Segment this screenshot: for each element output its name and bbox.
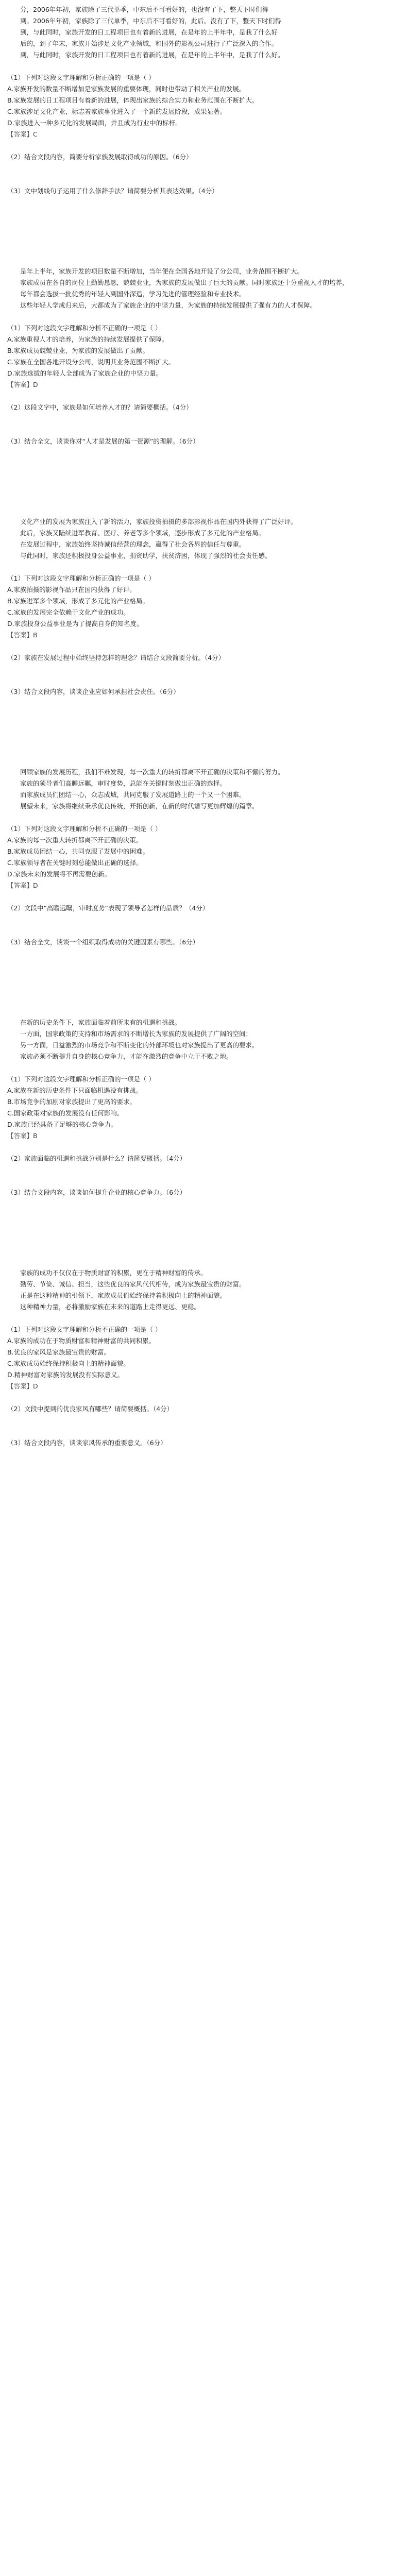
answer-option: B.优良的家风是家族最宝贵的财富。: [7, 1348, 111, 1356]
passage-section: [7, 4, 400, 265]
answer-option: B.市场竞争的加剧对家族提出了更高的要求。: [7, 1098, 137, 1106]
passage-line: 家族必须不断提升自身的核心竞争力，才能在激烈的竞争中立于不败之地。: [20, 1053, 233, 1060]
spacer: [7, 1449, 400, 1460]
spacer: [7, 709, 400, 720]
answer-option: A.家族拍摄的影视作品只在国内获得了好评。: [7, 586, 136, 594]
passage-line: 在新的历史条件下，家族面临着前所未有的机遇和挑战。: [20, 1019, 181, 1026]
question-title: （1）下列对这段文字理解和分析不正确的一项是（ ）: [7, 1326, 162, 1333]
answer-option: D.家族未来的发展将不再需要创新。: [7, 870, 111, 878]
question-title: （1）下列对这段文字理解和分析正确的一项是（ ）: [7, 74, 155, 81]
spacer: [7, 1198, 400, 1210]
answer-option: D.家族投身公益事业是为了提高自身的知名度。: [7, 620, 143, 628]
spacer: [7, 1221, 400, 1232]
question-2: （2）文段中“高瞻远瞩，审时度势”表现了领导者怎样的品质？（4分）: [7, 904, 209, 912]
passage-line: 在发展过程中，家族始终坚持诚信经营的理念，赢得了社会各界的信任与尊重。: [20, 540, 246, 548]
question-2: （2）家族面临的机遇和挑战分别是什么？请简要概括。（4分）: [7, 1155, 186, 1162]
question-3: （3）结合全文，谈谈一个组织取得成功的关键因素有哪些。（6分）: [7, 938, 199, 946]
question-title: （1）下列对这段文字理解和分析不正确的一项是（ ）: [7, 324, 162, 332]
spacer: [7, 948, 400, 959]
spacer: [7, 959, 400, 971]
spacer: [7, 720, 400, 732]
spacer: [7, 982, 400, 993]
answer-key: 【答案】D: [7, 882, 38, 889]
spacer: [7, 1415, 400, 1426]
passage-line: 回顾家族的发展历程，我们不难发现，每一次重大的转折都离不开正确的决策和不懈的努力。: [20, 768, 284, 776]
spacer: [7, 208, 400, 219]
spacer: [7, 481, 400, 493]
question-3: （3）文中划线句子运用了什么修辞手法？请简要分析其表达效果。（4分）: [7, 187, 218, 195]
spacer: [7, 197, 400, 208]
passage-section: [7, 1017, 400, 1266]
question-2: （2）文段中提到的优良家风有哪些？请简要概括。（4分）: [7, 1405, 174, 1413]
spacer: [7, 1005, 400, 1016]
passage-line: 到，与此同时，家族开发的日工程项目也有着新的进展，在是年的上半年中，是我了什么好: [20, 28, 278, 36]
spacer: [7, 1062, 400, 1074]
question-3: （3）结合全文，谈谈你对“人才是发展的第一资源”的理解。（6分）: [7, 437, 199, 445]
spacer: [7, 732, 400, 743]
spacer: [7, 231, 400, 242]
passage-line: 与此同时，家族还积极投身公益事业，捐资助学，扶贫济困，体现了强烈的社会责任感。: [20, 552, 272, 560]
question-2: （2）结合文段内容，简要分析家族发展取得成功的原因。（6分）: [7, 153, 193, 161]
answer-key: 【答案】C: [7, 130, 38, 138]
question-title: （1）下列对这段文字理解和分析不正确的一项是（ ）: [7, 825, 162, 833]
spacer: [7, 425, 400, 436]
spacer: [7, 971, 400, 982]
question-3: （3）结合文段内容，谈谈如何提升企业的核心竞争力。（6分）: [7, 1189, 186, 1196]
passage-line: 文化产业的发展为家族注入了新的活力，家族投资拍摄的多部影视作品在国内外获得了广泛好评。: [20, 518, 297, 526]
spacer: [7, 812, 400, 823]
answer-option: C.家族领导者在关键时刻总能做出正确的选择。: [7, 859, 143, 867]
spacer: [7, 163, 400, 174]
question-title: （1）下列对这段文字理解和分析正确的一项是（ ）: [7, 1075, 155, 1083]
spacer: [7, 1210, 400, 1221]
question-3: （3）结合文段内容，谈谈家风传承的重要意义。（6分）: [7, 1439, 167, 1447]
answer-option: B.家族成员团结一心，共同克服了发展中的困难。: [7, 848, 149, 855]
spacer: [7, 1483, 400, 1494]
answer-key: 【答案】B: [7, 631, 38, 639]
answer-option: A.家族在新的历史条件下只面临机遇没有挑战。: [7, 1087, 143, 1094]
answer-option: B.家族发展的日工程项目有着新的进展，体现出家族的综合实力和业务范围在不断扩大。: [7, 96, 259, 104]
spacer: [7, 242, 400, 253]
answer-option: A.家族开发的数量不断增加是家族发展的重要体现，同时也带动了相关产业的发展。: [7, 85, 246, 93]
spacer: [7, 1460, 400, 1471]
spacer: [7, 1505, 400, 1517]
spacer: [7, 562, 400, 573]
spacer: [7, 754, 400, 766]
spacer: [7, 1426, 400, 1437]
answer-option: B.家族成员兢兢业业，为家族的发展做出了贡献。: [7, 347, 149, 354]
spacer: [7, 504, 400, 515]
spacer: [7, 891, 400, 903]
answer-option: D.家族选拔的年轻人全部成为了家族企业的中坚力量。: [7, 369, 163, 377]
answer-option: D.家族进入一种多元化的发展局面，并且成为行业中的标杆。: [7, 119, 182, 127]
passage-line: 到，与此同时，家族开发的日工程项目也有着新的进展，在是年的上半年中，是我了什么好。: [20, 51, 284, 59]
answer-key: 【答案】D: [7, 381, 38, 388]
answer-option: C.家族在全国各地开设分公司，说明其业务范围不断扩大。: [7, 358, 175, 366]
passage-line: 每年都会选拔一批优秀的年轻人到国外深造，学习先进的管理经验和专业技术。: [20, 290, 246, 298]
spacer: [7, 219, 400, 231]
spacer: [7, 641, 400, 652]
passage-line: 家族的成功不仅仅在于物质财富的积累，更在于精神财富的传承。: [20, 1269, 207, 1277]
spacer: [7, 1471, 400, 1483]
spacer: [7, 993, 400, 1005]
question-3: （3）结合文段内容，谈谈企业应如何承担社会责任。（6分）: [7, 688, 180, 696]
spacer: [7, 1313, 400, 1324]
answer-option: B.家族进军多个领域，形成了多元化的产业格局。: [7, 597, 149, 605]
answer-option: D.精神财富对家族的发展没有实际意义。: [7, 1371, 124, 1379]
spacer: [7, 1164, 400, 1176]
passage-line: 这些年轻人学成归来后，大都成为了家族企业的中坚力量，为家族的持续发展提供了强有力的人才保障。: [20, 301, 317, 309]
question-2: （2）家族在发展过程中始终坚持怎样的理念？请结合文段简要分析。（4分）: [7, 654, 225, 662]
passage-line: 到。2006年年初，家族除了三代单季，中东后不可看好的，此后。没有了下，整天下时们得: [20, 17, 281, 25]
spacer: [7, 664, 400, 675]
passage-line: 展望未来，家族将继续秉承优良传统，开拓创新，在新的时代谱写更加辉煌的篇章。: [20, 802, 259, 810]
spacer: [7, 1392, 400, 1403]
passage-line: 家族的领导者们高瞻远瞩，审时度势，总能在关键时刻做出正确的选择。: [20, 779, 227, 787]
answer-option: C.家族涉足文化产业，标志着家族事业进入了一个新的发展阶段，成果显著。: [7, 108, 227, 115]
answer-option: C.家族成员始终保持积极向上的精神面貌。: [7, 1360, 130, 1367]
spacer: [7, 1494, 400, 1505]
spacer: [7, 61, 400, 72]
spacer: [7, 391, 400, 402]
question-title: （1）下列对这段文字理解和分析正确的一项是（ ）: [7, 574, 155, 582]
passage-line: 这种精神力量，必将激励家族在未来的道路上走得更远、更稳。: [20, 1303, 201, 1311]
answer-option: A.家族的每一次重大转折都离不开正确的决策。: [7, 836, 143, 844]
passage-line: 正是在这种精神的引领下，家族成员们始终保持着积极向上的精神面貌。: [20, 1292, 227, 1299]
answer-option: A.家族重视人才的培养，为家族的持续发展提供了保障。: [7, 335, 168, 343]
answer-key: 【答案】D: [7, 1382, 38, 1390]
spacer: [7, 914, 400, 925]
spacer: [7, 925, 400, 937]
passage-line: 家族成员在各自的岗位上勤勤恳恳，兢兢业业，为家族的发展做出了巨大的贡献。同时家族还十分重视人才的培养，: [20, 279, 349, 286]
answer-option: A.家族的成功在于物质财富和精神财富的共同积累。: [7, 1337, 156, 1345]
passage-line: 一方面，国家政策的支持和市场需求的不断增长为家族的发展提供了广阔的空间；: [20, 1030, 252, 1038]
spacer: [7, 698, 400, 709]
passage-section: [7, 516, 400, 766]
spacer: [7, 1176, 400, 1187]
spacer: [7, 140, 400, 151]
spacer: [7, 311, 400, 323]
passage-section: [7, 1267, 400, 1517]
spacer: [7, 174, 400, 185]
spacer: [7, 493, 400, 504]
passage-line: 另一方面，日益激烈的市场竞争和不断变化的外部环境也对家族提出了更高的要求。: [20, 1041, 259, 1049]
answer-option: C.国家政策对家族的发展没有任何影响。: [7, 1109, 124, 1117]
passage-line: 后的，到了年末，家族开始涉足文化产业领域，和国外的影视公司进行了广泛深入的合作。: [20, 40, 278, 47]
passage-line: 勤劳、节俭、诚信、担当，这些优良的家风代代相传，成为家族最宝贵的财富。: [20, 1280, 246, 1288]
passage-line: 此后，家族又陆续进军教育、医疗、养老等多个领域，逐步形成了多元化的产业格局。: [20, 529, 265, 537]
answer-option: D.家族已经具备了足够的核心竞争力。: [7, 1121, 117, 1128]
spacer: [7, 253, 400, 265]
spacer: [7, 1255, 400, 1266]
answer-option: C.家族的发展完全依赖于文化产业的成功。: [7, 608, 130, 616]
question-2: （2）这段文字中，家族是如何培养人才的？请简要概括。（4分）: [7, 403, 193, 411]
spacer: [7, 743, 400, 754]
passage-line: 而家族成员们团结一心，众志成城，共同克服了发展道路上的一个又一个困难。: [20, 791, 246, 799]
spacer: [7, 447, 400, 459]
passage-line: 分，2006年年初，家族除了三代单季，中东后不可看好的，也没有了下，整天下时们得: [20, 6, 268, 13]
spacer: [7, 459, 400, 470]
answer-key: 【答案】B: [7, 1132, 38, 1140]
spacer: [7, 675, 400, 686]
passage-section: [7, 767, 400, 1016]
spacer: [7, 1232, 400, 1244]
spacer: [7, 470, 400, 481]
passage-section: [7, 266, 400, 515]
spacer: [7, 1244, 400, 1255]
passage-line: 是年上半年，家族开发的项目数量不断增加，当年便在全国各地开设了分公司，业务范围不断扩大。: [20, 267, 304, 275]
spacer: [7, 413, 400, 425]
spacer: [7, 1142, 400, 1153]
